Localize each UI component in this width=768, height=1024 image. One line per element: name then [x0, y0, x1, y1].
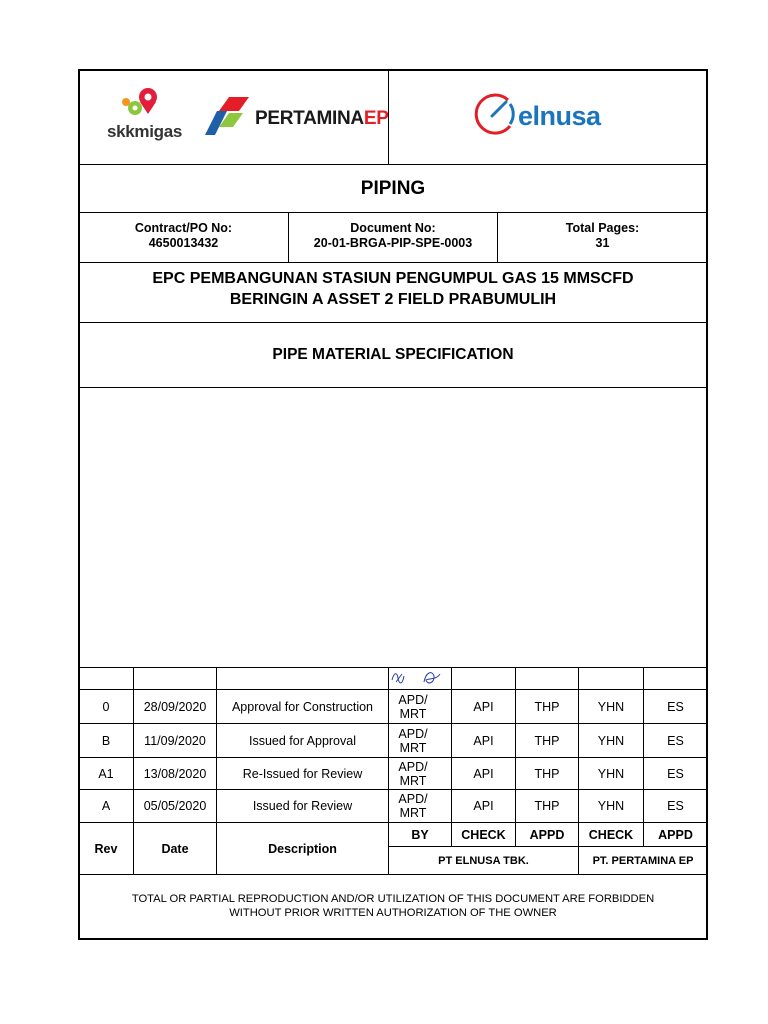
owner-label: PT. PERTAMINA EP	[592, 854, 694, 867]
elnusa-logo	[470, 92, 630, 136]
project-title-line-2: BERINGIN A ASSET 2 FIELD PRABUMULIH	[229, 291, 557, 308]
appd-cell: THP	[534, 766, 560, 781]
appd-header: APPD	[529, 827, 565, 842]
skkmigas-wordmark: skkmigas	[106, 122, 183, 141]
contractor-label: PT ELNUSA TBK.	[438, 854, 529, 867]
date-header: Date	[161, 841, 189, 856]
by-cell: APD/ MRT	[398, 759, 428, 788]
contract-block	[79, 221, 288, 251]
owner-appd-cell: ES	[667, 699, 684, 714]
appd-cell: THP	[534, 699, 560, 714]
by-header: BY	[411, 827, 429, 842]
notice-line-1: TOTAL OR PARTIAL REPRODUCTION AND/OR UTILIZATION OF THIS DOCUMENT ARE FORBIDDEN	[131, 893, 655, 905]
document-number-label: Document No:	[350, 221, 436, 235]
total-pages-value: 31	[595, 236, 610, 250]
signature-image	[388, 668, 448, 690]
description-cell: Issued for Review	[252, 799, 353, 813]
rev-cell: 0	[102, 699, 110, 714]
check-header: CHECK	[461, 827, 506, 842]
description-cell: Issued for Approval	[248, 733, 356, 748]
rev-header: Rev	[94, 841, 118, 856]
notice-line-2: WITHOUT PRIOR WRITTEN AUTHORIZATION OF THE OWNER	[229, 907, 557, 919]
owner-appd-cell: ES	[667, 799, 684, 813]
owner-check-cell: YHN	[597, 799, 625, 813]
by-cell: APD/ MRT	[398, 792, 428, 820]
document-number-value: 20-01-BRGA-PIP-SPE-0003	[313, 236, 473, 250]
discipline-title: PIPING	[360, 177, 426, 199]
by-cell: APD/ MRT	[398, 726, 428, 755]
description-header: Description	[268, 841, 337, 856]
divider	[79, 387, 707, 388]
project-title	[79, 268, 707, 310]
check-cell: API	[473, 799, 494, 813]
description-cell: Re-Issued for Review	[242, 766, 363, 781]
date-cell: 28/09/2020	[143, 699, 207, 714]
pertamina-wordmark: PERTAMINA	[255, 108, 364, 129]
document-title: PIPE MATERIAL SPECIFICATION	[272, 345, 514, 363]
elnusa-logo-mark	[470, 92, 516, 136]
owner-check-cell: YHN	[597, 699, 625, 714]
total-pages-block	[498, 221, 707, 251]
rev-cell: A	[101, 799, 111, 813]
by-cell: APD/ MRT	[398, 692, 428, 721]
total-pages-label: Total Pages:	[565, 221, 640, 235]
skkmigas-logo	[96, 82, 191, 144]
owner-check-cell: YHN	[597, 766, 625, 781]
contract-label: Contract/PO No:	[134, 221, 233, 235]
elnusa-wordmark: elnusa	[518, 101, 601, 131]
owner-check-cell: YHN	[597, 733, 625, 748]
check-cell: API	[473, 733, 494, 748]
date-cell: 13/08/2020	[143, 766, 207, 781]
check-cell: API	[473, 699, 494, 714]
project-title-line-1: EPC PEMBANGUNAN STASIUN PENGUMPUL GAS 15 MMSCFD	[152, 270, 634, 287]
contract-value: 4650013432	[148, 236, 219, 250]
divider	[79, 874, 707, 875]
owner-appd-cell: ES	[667, 733, 684, 748]
rev-cell: B	[101, 733, 111, 748]
appd-cell: THP	[534, 733, 560, 748]
owner-appd-cell: ES	[667, 766, 684, 781]
date-cell: 05/05/2020	[143, 799, 207, 813]
reproduction-notice	[79, 892, 707, 920]
document-number-block	[289, 221, 497, 251]
check-cell: API	[473, 766, 494, 781]
owner-check-header: CHECK	[588, 827, 634, 842]
appd-cell: THP	[534, 799, 560, 813]
divider	[79, 262, 707, 263]
pertamina-logo-mark	[203, 97, 251, 137]
date-cell: 11/09/2020	[144, 733, 206, 748]
owner-appd-header: APPD	[658, 827, 693, 842]
description-cell: Approval for Construction	[231, 699, 374, 714]
pertamina-logo	[203, 97, 389, 137]
rev-cell: A1	[98, 766, 114, 781]
pertamina-ep-suffix: EP	[363, 108, 389, 129]
divider	[79, 212, 707, 213]
logo-divider	[388, 70, 389, 164]
